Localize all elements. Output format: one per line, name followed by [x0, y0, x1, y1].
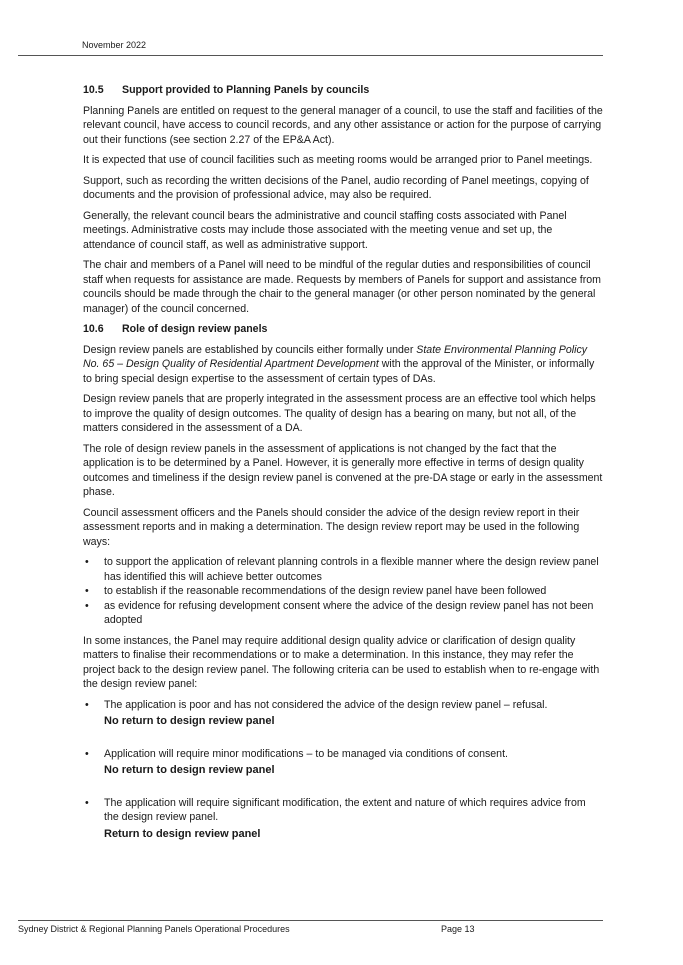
criteria-text: The application is poor and has not considered the advice of the design review panel – refusal. [104, 698, 548, 711]
bullet-icon: • [85, 585, 89, 597]
paragraph: Support, such as recording the written decisions of the Panel, audio recording of Panel meetings, copying of documents and the provision of professional advice, may also be required. [83, 174, 589, 201]
list-item-text: to support the application of relevant planning controls in a flexible manner where the design review panel has identified this will achieve better outcomes [104, 556, 599, 583]
list-item [83, 584, 603, 599]
criteria-item [83, 747, 603, 778]
section-10-5-heading [83, 83, 603, 98]
paragraph: Design review panels that are properly integrated in the assessment process are an effective tool which helps to improve the quality of design outcomes. The quality of design has a bearing on many, but not all, of the matters considered in the assessment of a DA. [83, 393, 596, 434]
bullet-icon: • [85, 556, 89, 568]
paragraph: Planning Panels are entitled on request to the general manager of a council, to use the staff and facilities of the relevant council, have access to council records, and any other assistance or action for the purpose of carrying out their functions (see section 2.27 of the EP&A Act). [83, 104, 603, 146]
section-number: 10.5 [83, 84, 104, 96]
paragraph-intro [83, 343, 603, 387]
criteria-verdict: No return to design review panel [104, 715, 275, 727]
section-title: Role of design review panels [122, 323, 268, 335]
intro-text: with the approval of the Minister, or informally to bring special design expertise to the assessment of certain types of DAs. [83, 358, 595, 385]
bullet-icon: • [85, 747, 89, 760]
paragraph: It is expected that use of council facilities such as meeting rooms would be arranged prior to Panel meetings. [83, 154, 593, 166]
header-date: November 2022 [82, 40, 147, 50]
header-rule [18, 55, 603, 56]
policy-reference: State Environmental Planning Policy No. 65 – Design Quality of Residential Apartment Development [83, 343, 588, 370]
criteria-text: Application will require minor modifications – to be managed via conditions of consent. [104, 747, 508, 760]
criteria-list [83, 698, 603, 842]
paragraph: Generally, the relevant council bears the administrative and council staffing costs associated with Panel meetings. Administrative costs may include those associated with the meeting venue and set up, the attendance of council staff, as well as administrative support. [83, 209, 567, 251]
bullet-icon: • [85, 599, 89, 612]
criteria-item [83, 796, 603, 842]
criteria-verdict: Return to design review panel [104, 827, 261, 840]
footer-title: Sydney District & Regional Planning Panels Operational Procedures [18, 924, 290, 934]
page-number: Page 13 [441, 924, 475, 934]
bullet-icon: • [85, 698, 89, 711]
list-item-text: as evidence for refusing development consent where the advice of the design review panel has not been adopted [104, 599, 594, 626]
section-title: Support provided to Planning Panels by councils [122, 84, 370, 96]
section-10-6-heading [83, 322, 603, 337]
intro-text: Design review panels are established by councils either formally under [83, 343, 417, 356]
criteria-text: The application will require significant modification, the extent and nature of which requires advice from the design review panel. [104, 796, 586, 823]
criteria-item [83, 698, 603, 729]
criteria-verdict: No return to design review panel [104, 764, 275, 776]
document-body [83, 78, 603, 847]
list-item-text: to establish if the reasonable recommendations of the design review panel have been followed [104, 585, 547, 597]
paragraph: Council assessment officers and the Panels should consider the advice of the design review report in their assessment reports and in making a determination. The design review report may be used in the following ways: [83, 506, 580, 548]
paragraph: The chair and members of a Panel will need to be mindful of the regular duties and responsibilities of council staff when requests for assistance are made. Requests by members of Panels for support and assistance from councils should be made through the chair to the general manager (or other person nominated by the general manager) of the council concerned. [83, 259, 601, 315]
list-item [83, 555, 603, 584]
footer-rule [18, 920, 603, 921]
paragraph: The role of design review panels in the assessment of applications is not changed by the fact that the application is to be determined by a Panel. However, it is generally more effective in terms of design quality outcomes and timeliness if the design review panel is convened at the pre-DA stage or early in the assessment phase. [83, 442, 603, 498]
usage-bullet-list [83, 555, 603, 628]
section-number: 10.6 [83, 323, 104, 335]
bullet-icon: • [85, 796, 89, 809]
list-item [83, 599, 603, 628]
paragraph: In some instances, the Panel may require additional design quality advice or clarification of design quality matters to finalise their recommendations or to make a determination. In this instance, they may refer the project back to the design review panel. The following criteria can be used to establish when to re-engage with the design review panel: [83, 634, 600, 690]
